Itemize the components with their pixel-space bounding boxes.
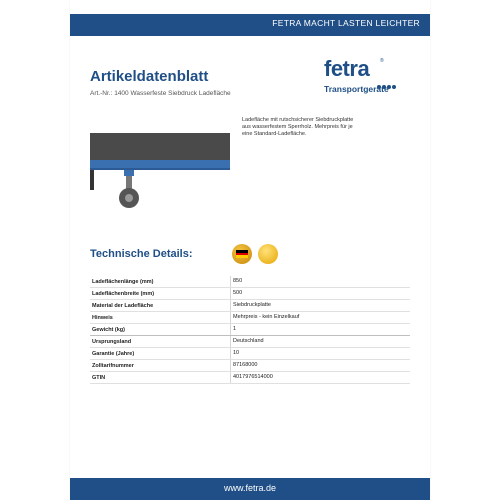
table-row	[90, 312, 410, 324]
table-row	[90, 372, 410, 384]
row-value: 500	[230, 288, 410, 299]
row-label: Ursprungsland	[92, 338, 132, 345]
page-title: Artikeldatenblatt	[90, 68, 209, 85]
data-sheet-page	[70, 0, 430, 500]
table-row	[90, 360, 410, 372]
row-value: Siebdruckplatte	[230, 300, 410, 311]
row-value: 1	[230, 324, 410, 335]
logo-tagline: Transportgeräte	[324, 84, 389, 94]
left-wheel-edge	[90, 170, 94, 190]
header-bar	[70, 14, 430, 36]
row-label: Garantie (Jahre)	[92, 350, 135, 357]
row-value: Mehrpreis - kein Einzelkauf	[230, 312, 410, 323]
row-value: Deutschland	[230, 336, 410, 347]
row-label: Material der Ladefläche	[92, 302, 154, 309]
footer-bar	[70, 478, 430, 500]
caster-hub	[125, 194, 133, 202]
row-value: 10	[230, 348, 410, 359]
row-value: 850	[230, 276, 410, 287]
warranty-badge-icon	[258, 244, 278, 264]
platform-edge-shadow	[90, 168, 230, 170]
table-row	[90, 324, 410, 336]
platform-top	[90, 133, 230, 160]
caster-mount	[124, 170, 134, 176]
row-label: Hinweis	[92, 314, 113, 321]
product-image	[90, 115, 230, 225]
made-in-germany-badge-icon	[232, 244, 252, 264]
platform-frame	[90, 160, 230, 168]
fetra-logo	[320, 56, 410, 106]
row-label: Gewicht (kg)	[92, 326, 126, 333]
table-row	[90, 300, 410, 312]
section-title: Technische Details:	[90, 248, 193, 260]
table-row	[90, 336, 410, 348]
registered-mark: ®	[380, 58, 384, 64]
row-label: Ladeflächenbreite (mm)	[92, 290, 155, 297]
row-value: 87168000	[230, 360, 410, 371]
header-slogan: FETRA MACHT LASTEN LEICHTER	[272, 18, 420, 28]
row-label: Zolltarifnummer	[92, 362, 134, 369]
row-label: Ladeflächenlänge (mm)	[92, 278, 154, 285]
product-description: Ladefläche mit rutschsicherer Siebdruckplatte aus wasserfestem Sperrholz. Mehrpreis für je eine Standard-Ladefläche.	[242, 117, 354, 137]
table-row	[90, 276, 410, 288]
article-number: Art.-Nr.: 1400 Wasserfeste Siebdruck Ladefläche	[90, 90, 231, 97]
german-flag-icon	[236, 250, 248, 258]
table-row	[90, 288, 410, 300]
footer-url-link[interactable]: www.fetra.de	[223, 483, 277, 493]
row-label: GTIN	[92, 374, 106, 381]
logo-word: fetra	[324, 56, 370, 81]
row-value: 4017976514000	[230, 372, 410, 383]
table-row	[90, 348, 410, 360]
details-table	[90, 276, 410, 384]
